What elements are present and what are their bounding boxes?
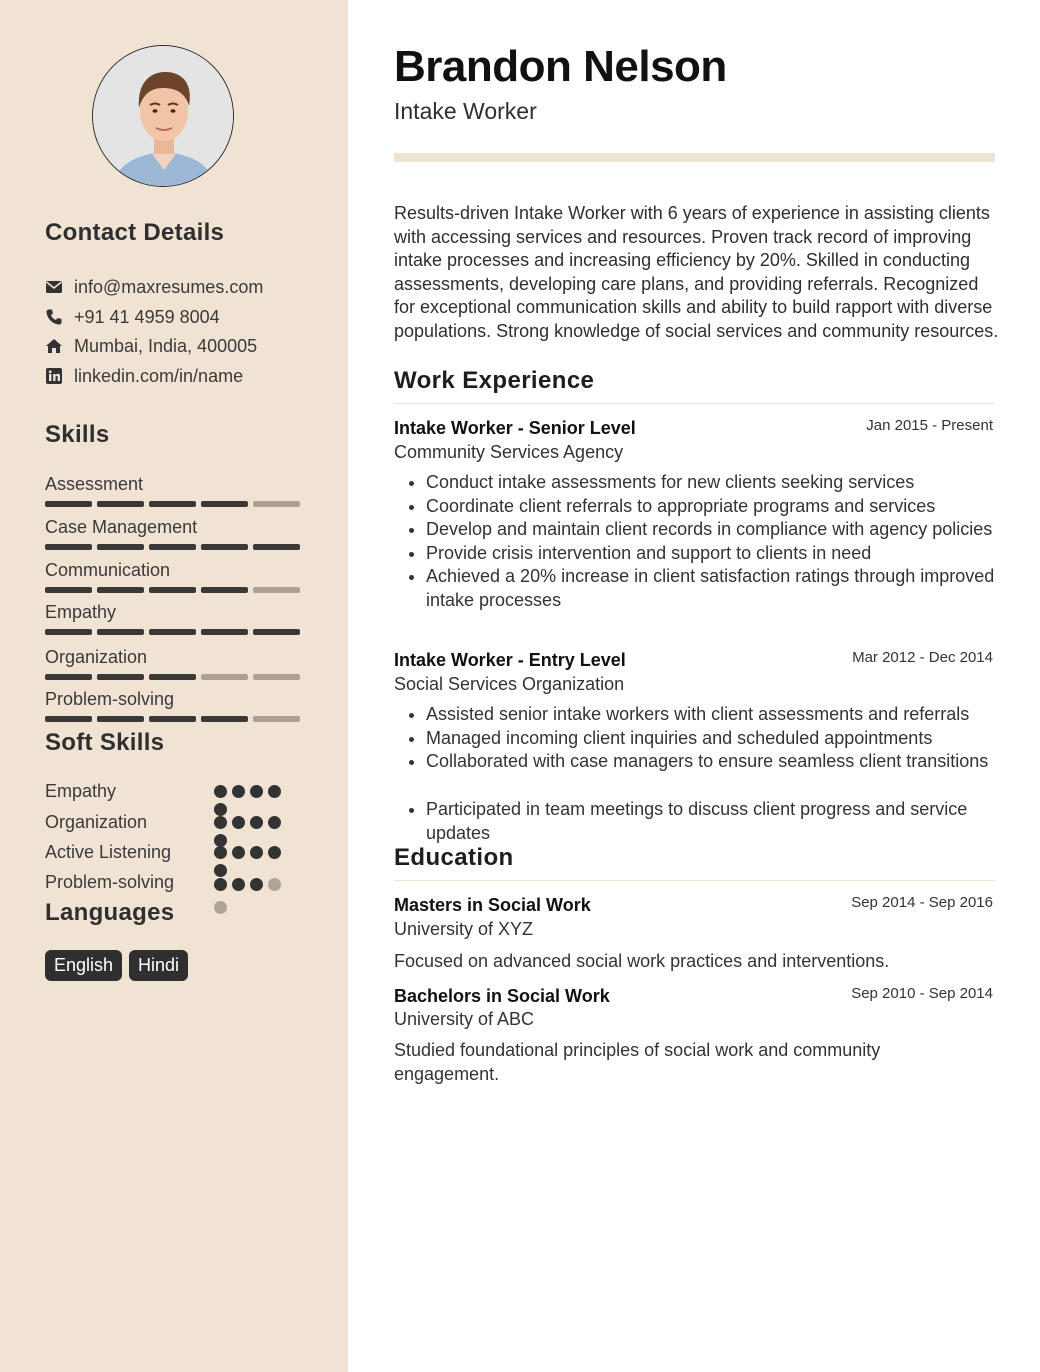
envelope-icon bbox=[45, 278, 63, 296]
avatar bbox=[92, 45, 234, 187]
rating-dot bbox=[214, 878, 227, 891]
skill-level-bar bbox=[45, 587, 303, 593]
rating-dot bbox=[268, 878, 281, 891]
candidate-title: Intake Worker bbox=[394, 98, 537, 124]
skill-level-segment bbox=[97, 501, 144, 507]
header-divider bbox=[394, 153, 995, 162]
skill-level-segment bbox=[97, 629, 144, 635]
soft-skill-name: Empathy bbox=[45, 781, 117, 801]
skill-level-segment bbox=[45, 716, 92, 722]
rating-dot bbox=[232, 846, 245, 859]
languages-heading: Languages bbox=[45, 899, 175, 926]
skill-level-bar bbox=[45, 544, 303, 550]
skill-level-bar bbox=[45, 501, 303, 507]
skill-level-segment bbox=[149, 587, 196, 593]
skill-item bbox=[45, 473, 303, 507]
contact-email[interactable] bbox=[45, 275, 263, 299]
profile-photo bbox=[93, 46, 234, 187]
skill-item bbox=[45, 559, 303, 593]
degree: Masters in Social Work bbox=[394, 895, 591, 915]
list-item: • Achieved a 20% increase in client satisfaction ratings through improved intake processes bbox=[426, 565, 1031, 612]
skill-level-segment bbox=[253, 544, 300, 550]
rating-dot bbox=[214, 803, 227, 816]
skill-level-segment bbox=[149, 544, 196, 550]
list-item: • Provide crisis intervention and support to clients in need bbox=[426, 542, 1031, 566]
skill-name: Problem-solving bbox=[45, 689, 175, 709]
job-bullets bbox=[394, 798, 1031, 845]
rating-dot bbox=[250, 785, 263, 798]
skill-item bbox=[45, 516, 303, 550]
skill-level-segment bbox=[149, 501, 196, 507]
skill-level-segment bbox=[45, 629, 92, 635]
job-organization: Social Services Organization bbox=[394, 674, 625, 694]
skill-level-segment bbox=[97, 716, 144, 722]
candidate-name: Brandon Nelson bbox=[394, 42, 727, 91]
school: University of ABC bbox=[394, 1009, 535, 1029]
list-item: • Develop and maintain client records in compliance with agency policies bbox=[426, 518, 1031, 542]
skill-level-bar bbox=[45, 716, 303, 722]
skill-level-segment bbox=[97, 544, 144, 550]
rating-dot bbox=[268, 785, 281, 798]
skill-name: Case Management bbox=[45, 517, 198, 537]
soft-skill-name: Active Listening bbox=[45, 842, 172, 862]
list-item: • Collaborated with case managers to ensure seamless client transitions bbox=[426, 750, 1031, 774]
skill-level-segment bbox=[201, 629, 248, 635]
rating-dot bbox=[250, 878, 263, 891]
education-dates: Sep 2014 - Sep 2016 bbox=[851, 894, 993, 911]
skill-item bbox=[45, 601, 303, 635]
language-tag: Hindi bbox=[129, 950, 188, 981]
contact-heading: Contact Details bbox=[45, 219, 225, 246]
linkedin-icon bbox=[45, 367, 63, 385]
rating-dot bbox=[214, 864, 227, 877]
rating-dot bbox=[232, 816, 245, 829]
rating-dot bbox=[268, 846, 281, 859]
skill-level-segment bbox=[149, 674, 196, 680]
skill-level-segment bbox=[253, 501, 300, 507]
skill-level-segment bbox=[253, 587, 300, 593]
education-dates: Sep 2010 - Sep 2014 bbox=[851, 985, 993, 1002]
soft-skill-name: Organization bbox=[45, 812, 148, 832]
job-dates: Mar 2012 - Dec 2014 bbox=[852, 649, 993, 666]
sidebar bbox=[0, 0, 348, 1372]
rating-dot bbox=[232, 878, 245, 891]
skill-level-segment bbox=[201, 501, 248, 507]
contact-phone-text: +91 41 4959 8004 bbox=[74, 306, 220, 327]
job-organization: Community Services Agency bbox=[394, 442, 624, 462]
phone-icon bbox=[45, 308, 63, 326]
rating-dot bbox=[232, 785, 245, 798]
list-item: • Coordinate client referrals to appropriate programs and services bbox=[426, 495, 1031, 519]
list-item: • Assisted senior intake workers with client assessments and referrals bbox=[426, 703, 1031, 727]
skill-item bbox=[45, 646, 303, 680]
job-role: Intake Worker - Senior Level bbox=[394, 418, 636, 438]
skill-level-segment bbox=[149, 716, 196, 722]
section-divider bbox=[394, 403, 995, 404]
contact-phone[interactable] bbox=[45, 305, 220, 329]
skills-heading: Skills bbox=[45, 421, 110, 448]
job-role: Intake Worker - Entry Level bbox=[394, 650, 626, 670]
skill-level-segment bbox=[253, 716, 300, 722]
rating-dot bbox=[268, 816, 281, 829]
rating-dot bbox=[214, 816, 227, 829]
skill-level-bar bbox=[45, 674, 303, 680]
skill-level-segment bbox=[149, 629, 196, 635]
skill-level-bar bbox=[45, 629, 303, 635]
home-icon bbox=[45, 337, 63, 355]
contact-email-text: info@maxresumes.com bbox=[74, 276, 264, 297]
skill-level-segment bbox=[201, 587, 248, 593]
job-dates: Jan 2015 - Present bbox=[866, 417, 993, 434]
skill-name: Assessment bbox=[45, 474, 144, 494]
list-item: • Managed incoming client inquiries and scheduled appointments bbox=[426, 727, 1031, 751]
contact-linkedin-text: linkedin.com/in/name bbox=[74, 365, 244, 386]
skill-level-segment bbox=[45, 501, 92, 507]
education-description: Studied foundational principles of social work and community engagement. bbox=[394, 1040, 881, 1084]
skill-name: Communication bbox=[45, 560, 171, 580]
skill-level-segment bbox=[45, 544, 92, 550]
skill-name: Organization bbox=[45, 647, 148, 667]
skill-item bbox=[45, 688, 303, 722]
language-tag: English bbox=[45, 950, 122, 981]
school: University of XYZ bbox=[394, 919, 534, 939]
rating-dot bbox=[214, 785, 227, 798]
skill-level-segment bbox=[201, 544, 248, 550]
rating-dot bbox=[214, 901, 227, 914]
section-divider bbox=[394, 880, 995, 881]
job-bullets bbox=[394, 703, 1031, 774]
skill-level-segment bbox=[201, 674, 248, 680]
summary: Results-driven Intake Worker with 6 years of experience in assisting clients with accessing services and resources. Proven track record of improving intake processes and increasing efficiency by 20%. Skilled in conducting assessments, developing care plans, and providing referrals. Recognized for exceptional communication skills and ability to build rapport with diverse populations. Strong knowledge of social services and community resources. bbox=[394, 203, 999, 341]
rating-dot bbox=[250, 816, 263, 829]
soft-skills-heading: Soft Skills bbox=[45, 729, 165, 756]
skill-name: Empathy bbox=[45, 602, 117, 622]
degree: Bachelors in Social Work bbox=[394, 986, 610, 1006]
skill-level-segment bbox=[45, 587, 92, 593]
soft-skill-name: Problem-solving bbox=[45, 872, 175, 892]
contact-address bbox=[45, 334, 257, 358]
contact-linkedin[interactable] bbox=[45, 364, 243, 388]
skill-level-segment bbox=[253, 629, 300, 635]
rating-dot bbox=[250, 846, 263, 859]
list-item: • Participated in team meetings to discuss client progress and service updates bbox=[426, 798, 1031, 845]
skill-level-segment bbox=[201, 716, 248, 722]
education-heading: Education bbox=[394, 844, 514, 871]
skill-level-segment bbox=[97, 587, 144, 593]
education-description: Focused on advanced social work practices and interventions. bbox=[394, 951, 890, 971]
skill-level-segment bbox=[253, 674, 300, 680]
contact-address-text: Mumbai, India, 400005 bbox=[74, 335, 258, 356]
list-item: • Conduct intake assessments for new clients seeking services bbox=[426, 471, 1031, 495]
work-heading: Work Experience bbox=[394, 367, 595, 394]
rating-dot bbox=[214, 846, 227, 859]
skill-level-segment bbox=[45, 674, 92, 680]
job-bullets bbox=[394, 471, 1031, 612]
skill-level-segment bbox=[97, 674, 144, 680]
